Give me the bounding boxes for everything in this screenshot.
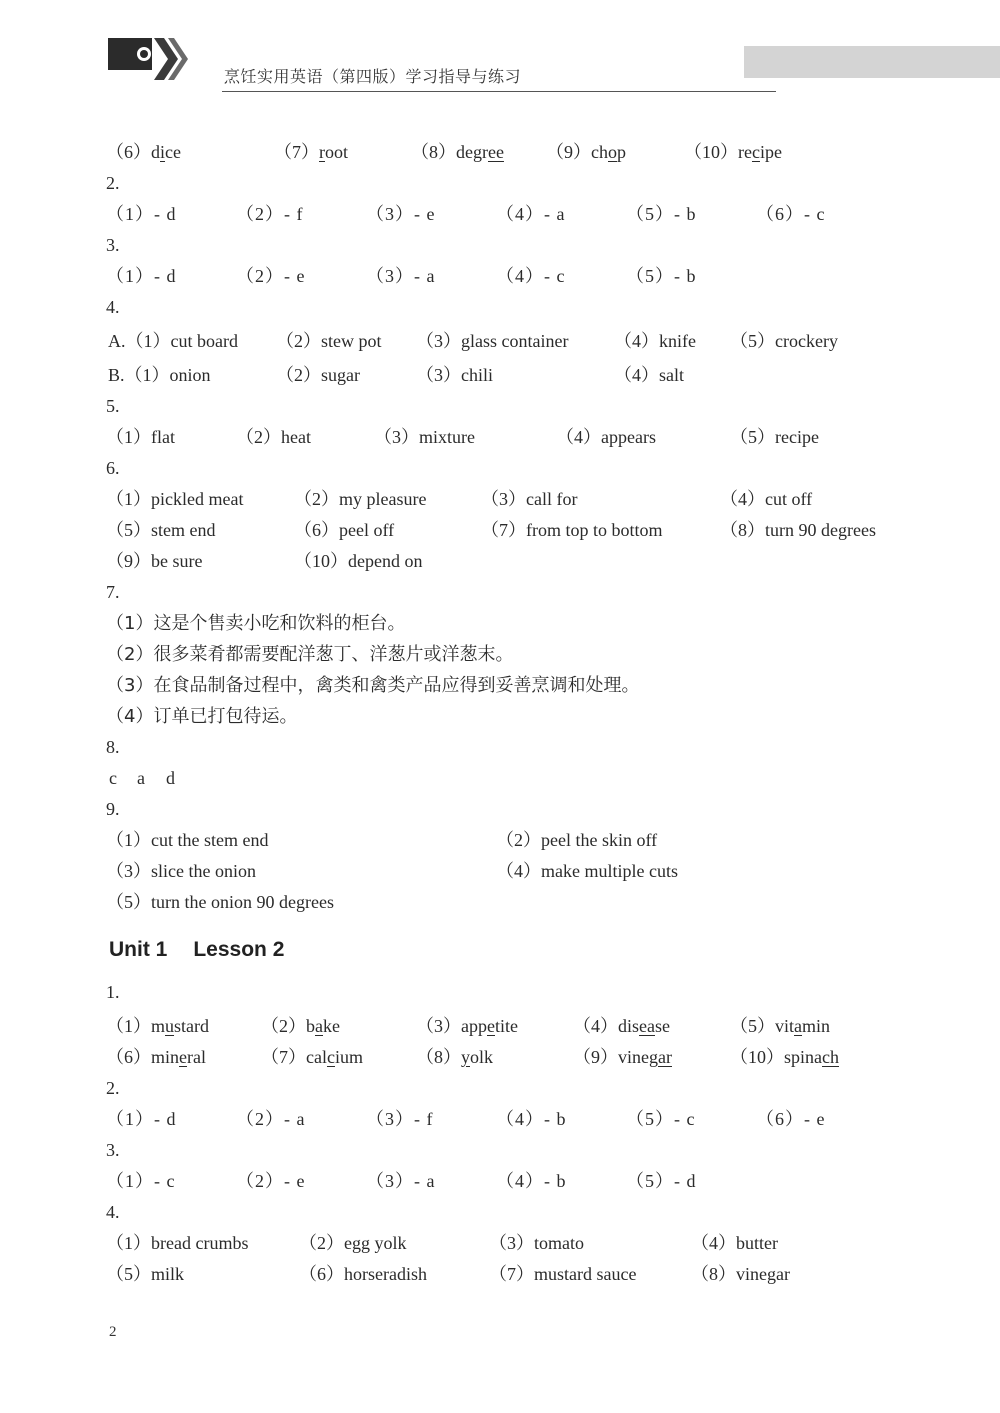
answer-item: （2）- e xyxy=(236,1171,306,1191)
answer-item: （4）salt xyxy=(614,365,684,385)
answer-item: A.（1）cut board xyxy=(108,331,238,351)
answer-item: （2）sugar xyxy=(276,365,360,385)
header-rule xyxy=(222,91,776,92)
answer-item: （6）- e xyxy=(756,1109,826,1129)
answer-item: （1）cut the stem end xyxy=(106,830,269,850)
header-gray-bar xyxy=(744,46,1000,78)
exercise-number: 2. xyxy=(106,1078,120,1098)
answer-item: （5）recipe xyxy=(730,427,819,447)
answer-item: （7）from top to bottom xyxy=(481,520,663,540)
answer-item: （3）- f xyxy=(366,1109,434,1129)
answer-item: （3）call for xyxy=(481,489,578,509)
answer-item: c xyxy=(109,768,117,788)
answer-item: （6）- c xyxy=(756,204,826,224)
answer-item: （2）- a xyxy=(236,1109,306,1129)
answer-row xyxy=(106,515,986,546)
answer-item: （9）be sure xyxy=(106,551,203,571)
answer-item: （2）my pleasure xyxy=(294,489,427,509)
answer-row xyxy=(106,1259,986,1290)
unit-heading xyxy=(106,918,986,974)
answer-item: （5）crockery xyxy=(730,331,838,351)
page-content xyxy=(106,137,986,1290)
answer-item: （6）horseradish xyxy=(299,1264,427,1284)
answer-item: （2）- f xyxy=(236,204,304,224)
answer-item: （1）- d xyxy=(106,1109,177,1129)
answer-item: （4）disease xyxy=(573,1016,670,1036)
answer-row xyxy=(106,484,986,515)
translation-line: （1）这是个售卖小吃和饮料的柜台。 xyxy=(106,613,406,634)
exercise-number: 6. xyxy=(106,458,120,478)
answer-item: （4）- a xyxy=(496,204,566,224)
answer-item: （3）- a xyxy=(366,266,436,286)
answer-item: （3）- a xyxy=(366,1171,436,1191)
answer-item: （6）peel off xyxy=(294,520,395,540)
answer-item: （4）- c xyxy=(496,266,566,286)
exercise-number: 3. xyxy=(106,235,120,255)
answer-item: （1）- c xyxy=(106,1171,176,1191)
page-number: 2 xyxy=(109,1324,117,1340)
answer-item: （5）turn the onion 90 degrees xyxy=(106,892,334,912)
answer-row xyxy=(106,360,986,391)
answer-item: （10）spinach xyxy=(730,1047,839,1067)
translation-line: （2）很多菜肴都需要配洋葱丁、洋葱片或洋葱末。 xyxy=(106,644,514,665)
exercise-number: 2. xyxy=(106,173,120,193)
answer-item: （5）- b xyxy=(626,266,697,286)
answer-item: （3）chili xyxy=(416,365,493,385)
answer-item: （5）- d xyxy=(626,1171,697,1191)
answer-item: （10）recipe xyxy=(684,142,782,162)
book-logo-icon xyxy=(108,38,188,80)
answer-row xyxy=(106,422,986,453)
exercise-number: 9. xyxy=(106,799,120,819)
answer-item: （3）glass container xyxy=(416,331,569,351)
answer-item: （4）- b xyxy=(496,1171,567,1191)
answer-row xyxy=(106,763,986,794)
answer-row xyxy=(106,825,986,856)
answer-row xyxy=(106,323,986,360)
exercise-number: 1. xyxy=(106,982,120,1002)
answer-row xyxy=(106,137,986,168)
translation-line: （4）订单已打包待运。 xyxy=(106,706,298,727)
answer-item: （1）bread crumbs xyxy=(106,1233,249,1253)
answer-item: （2）peel the skin off xyxy=(496,830,658,850)
answer-row xyxy=(106,199,986,230)
answer-item: （8）vinegar xyxy=(691,1264,790,1284)
book-title: 烹饪实用英语（第四版）学习指导与练习 xyxy=(224,67,522,86)
answer-item: （4）knife xyxy=(614,331,696,351)
exercise-number: 4. xyxy=(106,1202,120,1222)
answer-item: （4）butter xyxy=(691,1233,778,1253)
answer-item: （1）- d xyxy=(106,204,177,224)
answer-item: （1）flat xyxy=(106,427,175,447)
answer-item: （5）- b xyxy=(626,204,697,224)
answer-item: （1）- d xyxy=(106,266,177,286)
answer-item: （1）pickled meat xyxy=(106,489,244,509)
answer-item: （3）slice the onion xyxy=(106,861,256,881)
answer-item: （8）turn 90 degrees xyxy=(720,520,876,540)
answer-item: （3）tomato xyxy=(489,1233,584,1253)
answer-item: （10）depend on xyxy=(294,551,423,571)
answer-item: （5）vitamin xyxy=(730,1016,831,1036)
answer-item: （3）- e xyxy=(366,204,436,224)
answer-item: （4）appears xyxy=(556,427,656,447)
answer-item: （5）stem end xyxy=(106,520,216,540)
answer-item: （2）heat xyxy=(236,427,311,447)
answer-item: （4）cut off xyxy=(720,489,813,509)
answer-item: （5）- c xyxy=(626,1109,696,1129)
answer-row xyxy=(106,1011,986,1042)
answer-item: （9）vinegar xyxy=(573,1047,672,1067)
exercise-number: 8. xyxy=(106,737,120,757)
answer-item: （1）mustard xyxy=(106,1016,210,1036)
answer-item: B.（1）onion xyxy=(108,365,211,385)
answer-item: （7）root xyxy=(274,142,349,162)
exercise-number: 3. xyxy=(106,1140,120,1160)
answer-item: （2）- e xyxy=(236,266,306,286)
exercise-number: 5. xyxy=(106,396,120,416)
answer-row xyxy=(106,887,986,918)
answer-row xyxy=(106,546,986,577)
exercise-number: 4. xyxy=(106,297,120,317)
answer-row xyxy=(106,1104,986,1135)
answer-item: （7）mustard sauce xyxy=(489,1264,637,1284)
answer-item: d xyxy=(166,768,175,788)
answer-row xyxy=(106,856,986,887)
answer-item: （3）appetite xyxy=(416,1016,518,1036)
answer-item: （6）mineral xyxy=(106,1047,206,1067)
answer-item: （8）degree xyxy=(411,142,504,162)
answer-row xyxy=(106,261,986,292)
answer-item: （3）mixture xyxy=(374,427,475,447)
exercise-number: 7. xyxy=(106,582,120,602)
answer-row xyxy=(106,1166,986,1197)
answer-item: （2）bake xyxy=(261,1016,340,1036)
translation-line: （3）在食品制备过程中，禽类和禽类产品应得到妥善烹调和处理。 xyxy=(106,675,640,696)
answer-item: a xyxy=(137,768,145,788)
answer-item: （4）- b xyxy=(496,1109,567,1129)
unit-label: Unit 1 xyxy=(109,938,168,961)
answer-item: （6）dice xyxy=(106,142,181,162)
answer-item: （7）calcium xyxy=(261,1047,363,1067)
answer-item: （8）yolk xyxy=(416,1047,494,1067)
answer-item: （2）egg yolk xyxy=(299,1233,407,1253)
answer-row xyxy=(106,1228,986,1259)
lesson-label: Lesson 2 xyxy=(193,938,285,961)
answer-row xyxy=(106,1042,986,1073)
answer-item: （5）milk xyxy=(106,1264,185,1284)
answer-item: （9）chop xyxy=(546,142,626,162)
answer-item: （2）stew pot xyxy=(276,331,382,351)
answer-item: （4）make multiple cuts xyxy=(496,861,678,881)
